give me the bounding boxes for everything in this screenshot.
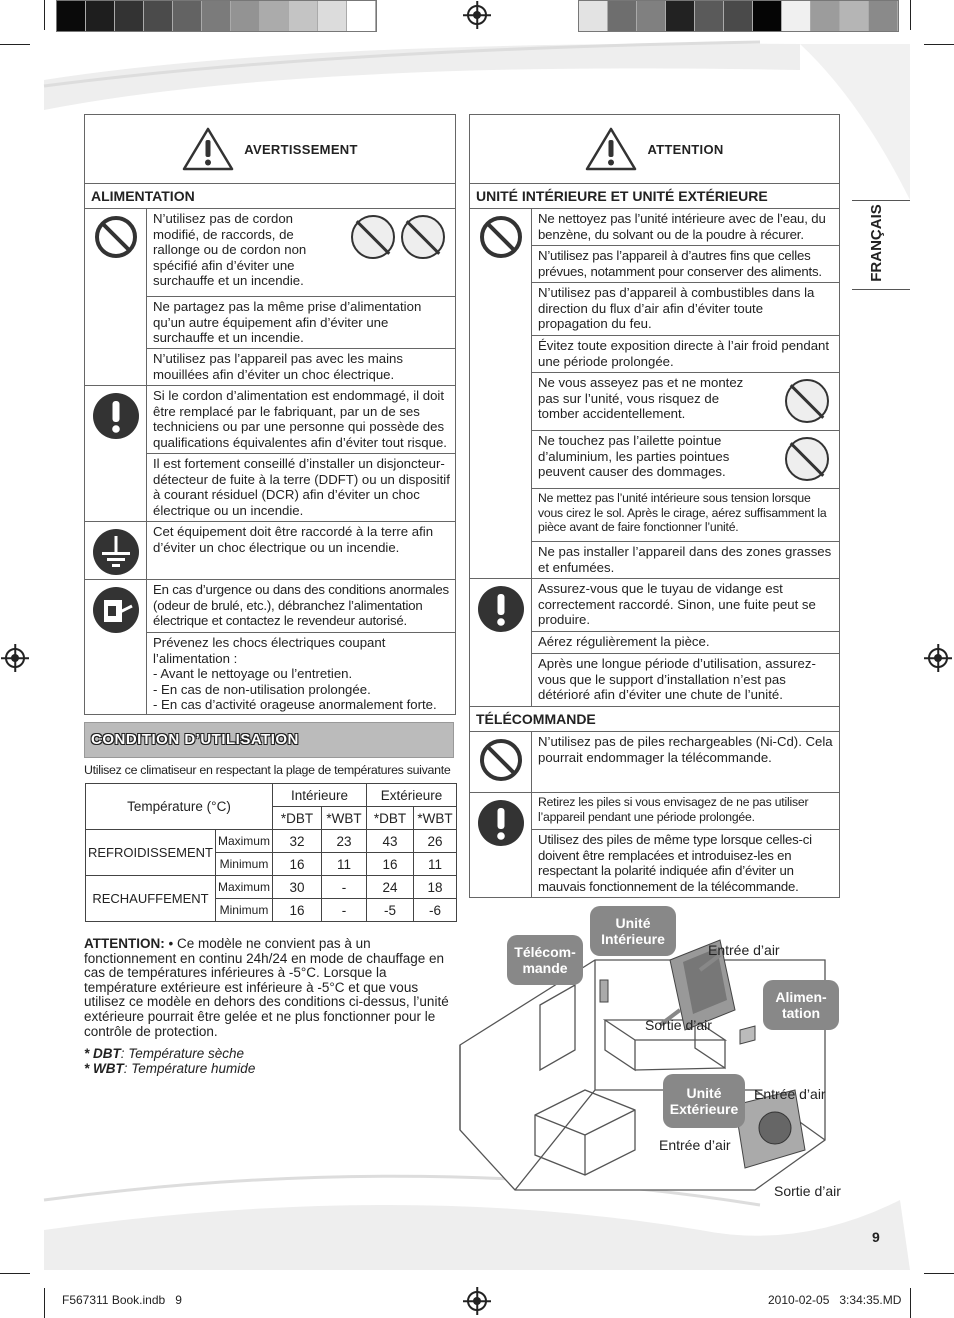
section-title: TÉLÉCOMMANDE	[470, 707, 839, 732]
icon-cell	[470, 793, 532, 897]
caution-item: Utilisez des piles de même type lorsque celles-ci doivent être remplacées et introduisez-les en respectant la polarité indiquée afin d’éviter un mauvais fonctionnement de la télécommande.	[538, 832, 812, 894]
remote-label: Télécom- mande	[507, 935, 583, 985]
condition-title: CONDITION D’UTILISATION	[91, 731, 299, 748]
outdoor-header: Extérieure	[366, 784, 456, 807]
condition-intro: Utilisez ce climatiseur en respectant la plage de températures suivante	[84, 763, 451, 777]
page-number: 9	[872, 1229, 880, 1245]
value-cell: 43	[366, 830, 413, 853]
col-header: *DBT	[366, 807, 413, 830]
condition-bar	[84, 722, 454, 758]
icon-cell	[85, 580, 147, 714]
swatch	[173, 1, 202, 31]
caution-item: Évitez toute exposition directe à l’air froid pendant une période prolongée.	[532, 336, 839, 373]
caution-item: Aérez régulièrement la pièce.	[532, 632, 839, 654]
icon-cell	[470, 579, 532, 706]
warning-item: Cet équipement doit être raccordé à la terre afin d’éviter un choc électrique ou un incendie.	[153, 524, 434, 555]
dbt-key: * DBT	[84, 1046, 121, 1061]
table-head-label: Température (°C)	[86, 784, 273, 830]
icon-cell	[85, 522, 147, 579]
dbt-value: : Température sèche	[120, 1046, 245, 1061]
swatch	[260, 1, 289, 31]
indoor-unit-label: Unité Intérieure	[590, 906, 676, 956]
warning-group	[85, 522, 455, 580]
caution-item: N’utilisez pas de piles rechargeables (Ni-Cd). Cela pourrait endommager la télécommande.	[538, 734, 833, 765]
ground-icon	[92, 528, 140, 576]
temperature-table	[85, 783, 457, 922]
no-modified-cord-icon	[351, 215, 395, 259]
caution-item: Ne pas installer l’appareil dans des zones grasses et enfumées.	[538, 544, 832, 575]
swatch	[840, 1, 869, 31]
min-label: Minimum	[215, 899, 272, 922]
icon-cell	[85, 386, 147, 521]
mandatory-icon	[92, 392, 140, 440]
value-cell: -	[321, 899, 366, 922]
warning-item: Prévenez les chocs électriques coupant l’alimentation : - Avant le nettoyage ou l’entretien. - En cas de non-utilisation prolongée. - En cas d’activité orageuse anormalement forte.	[153, 635, 437, 712]
swatch	[724, 1, 753, 31]
crop-mark	[924, 1273, 954, 1274]
wbt-legend	[84, 1062, 255, 1077]
caution-group	[470, 793, 839, 897]
swatch	[608, 1, 637, 31]
caution-item: N’utilisez pas d’appareil à combustibles dans la direction du flux d’air afin d’éviter toute propagation du feu.	[532, 283, 839, 336]
value-cell: 16	[272, 853, 321, 876]
color-bar-right	[578, 0, 899, 32]
value-cell: 32	[272, 830, 321, 853]
value-cell: -	[321, 876, 366, 899]
swatch	[666, 1, 695, 31]
caution-item: Ne nettoyez pas l’unité intérieure avec de l’eau, du benzène, du solvant ou de la poudre à récurer.	[532, 209, 839, 246]
power-label: Alimen- tation	[763, 980, 839, 1030]
crop-mark	[44, 0, 45, 30]
warning-item: Si le cordon d’alimentation est endommagé, il doit être remplacé par le fabriquant, par un de ses techniciens ou par une personne qui possède des qualifications équivalentes afin d’éviter tout risque.	[147, 386, 455, 454]
prohibition-icon	[479, 738, 523, 782]
attention-text: • Ce modèle ne convient pas à un fonctionnement en continu 24h/24 en mode de chauffage en cas de températures inférieures à -5°C. Lorsque la température extérieure est inférieure à -5°C et que vous utilisez ce modèle en dehors des conditions ci-dessus, l’unité extérieure pourrait être gelée et ne plus fonctionner pour le contrôle de protection.	[84, 936, 449, 1039]
value-cell: 26	[413, 830, 456, 853]
caution-box	[469, 114, 840, 898]
caution-group	[470, 732, 839, 793]
warning-group	[85, 209, 455, 386]
warning-item	[147, 209, 455, 297]
crop-mark	[910, 0, 911, 30]
swatch	[202, 1, 231, 31]
value-cell: 11	[321, 853, 366, 876]
icon-cell	[470, 732, 532, 792]
air-inlet-label: Entrée d’air	[754, 1086, 826, 1102]
swatch	[637, 1, 666, 31]
icon-cell	[85, 209, 147, 385]
crop-mark	[924, 44, 954, 45]
caution-group	[470, 209, 839, 579]
warning-title: AVERTISSEMENT	[244, 141, 358, 157]
crop-mark	[44, 1288, 45, 1318]
warning-group	[85, 580, 455, 714]
color-bar-left	[56, 0, 377, 32]
prohibition-icon	[479, 215, 523, 259]
item-text: Ne vous asseyez pas et ne montez pas sur l’unité, vous risquez de tomber accidentellement.	[538, 375, 744, 421]
swatch	[318, 1, 347, 31]
col-header: *WBT	[413, 807, 456, 830]
max-label: Maximum	[215, 876, 272, 899]
caution-item: Assurez-vous que le tuyau de vidange est correctement raccordé. Sinon, une fuite peut se produire.	[532, 579, 839, 632]
mandatory-icon	[477, 799, 525, 847]
value-cell: 18	[413, 876, 456, 899]
warning-item: Il est fortement conseillé d’installer un disjoncteur-détecteur de fuite à la terre (DDFT) ou un dispositif à courant résiduel (DCR) afin d’éviter un choc électrique ou un incendie.	[153, 456, 450, 518]
indoor-header: Intérieure	[272, 784, 366, 807]
max-label: Maximum	[215, 830, 272, 853]
air-inlet-label: Entrée d’air	[708, 942, 780, 958]
attention-label: ATTENTION:	[84, 936, 165, 951]
air-outlet-label: Sortie d’air	[645, 1017, 712, 1033]
caution-item	[532, 431, 839, 489]
caution-item	[532, 373, 839, 431]
swatch	[811, 1, 840, 31]
air-inlet-label: Entrée d’air	[659, 1137, 731, 1153]
footer-timestamp: 2010-02-05 3:34:35.MD	[768, 1293, 902, 1307]
dbt-legend	[84, 1047, 244, 1062]
value-cell: -5	[366, 899, 413, 922]
wbt-value: : Température humide	[123, 1061, 256, 1076]
section-title: UNITÉ INTÉRIEURE ET UNITÉ EXTÉRIEURE	[470, 184, 839, 209]
swatch	[347, 1, 376, 31]
warning-item: Ne partagez pas la même prise d’alimentation qu’un autre équipement afin d’éviter une surchauffe et un incendie.	[147, 297, 455, 349]
registration-mark-icon	[467, 5, 487, 25]
swatch	[57, 1, 86, 31]
caution-item: Ne mettez pas l’unité intérieure sous tension lorsque vous cirez le sol. Après le cirage, aérez suffisamment la pièce avant de faire fonctionner l’unité.	[532, 489, 839, 542]
warning-group	[85, 386, 455, 522]
caution-group	[470, 579, 839, 707]
outdoor-unit-label: Unité Extérieure	[663, 1074, 745, 1128]
caution-title: ATTENTION	[647, 141, 724, 157]
item-text: N’utilisez pas de cordon modifié, de raccords, de rallonge ou de cordon non spécifié afin d’éviter une surchauffe et un incendie.	[153, 211, 307, 288]
caution-header	[470, 115, 839, 184]
swatch	[753, 1, 782, 31]
swatch	[231, 1, 260, 31]
warning-box	[84, 114, 456, 715]
value-cell: 30	[272, 876, 321, 899]
registration-mark-icon	[5, 648, 25, 668]
swatch	[695, 1, 724, 31]
swatch	[144, 1, 173, 31]
caution-item: Après une longue période d’utilisation, assurez-vous que le support d’installation n’est pas détérioré afin d’éviter une chute de l’unité.	[538, 656, 816, 702]
warning-item: En cas d’urgence ou dans des conditions anormales (odeur de brulé, etc.), débranchez l’alimentation électrique et contactez le revendeur autorisé.	[147, 580, 455, 633]
value-cell: 24	[366, 876, 413, 899]
col-header: *DBT	[272, 807, 321, 830]
swatch	[115, 1, 144, 31]
warning-header	[85, 115, 455, 184]
caution-item: N’utilisez pas l’appareil à d’autres fins que celles prévues, notamment pour conserver des aliments.	[532, 246, 839, 283]
item-text: Ne touchez pas l’ailette pointue d’aluminium, les parties pointues peuvent causer des dommages.	[538, 433, 730, 479]
value-cell: 23	[321, 830, 366, 853]
value-cell: 11	[413, 853, 456, 876]
table-row	[86, 830, 457, 853]
footer-file: F567311 Book.indb 9	[62, 1293, 182, 1307]
section-title: ALIMENTATION	[85, 184, 455, 209]
swatch	[86, 1, 115, 31]
swatch	[579, 1, 608, 31]
value-cell: -6	[413, 899, 456, 922]
swatch	[782, 1, 811, 31]
swatch	[869, 1, 898, 31]
warning-item: N’utilisez pas l’appareil pas avec les mains mouillées afin d’éviter un choc électrique.	[153, 351, 403, 382]
crop-mark	[0, 1273, 30, 1274]
caution-triangle-icon	[585, 126, 637, 172]
mode-cell: REFROIDISSEMENT	[86, 830, 216, 876]
mandatory-icon	[477, 585, 525, 633]
crop-mark	[910, 1288, 911, 1318]
no-extension-cord-icon	[401, 215, 445, 259]
wbt-key: * WBT	[84, 1061, 124, 1076]
value-cell: 16	[366, 853, 413, 876]
icon-cell	[470, 209, 532, 578]
no-sitting-icon	[785, 379, 829, 423]
no-touch-fin-icon	[785, 437, 829, 481]
attention-note	[84, 937, 454, 1039]
value-cell: 16	[272, 899, 321, 922]
caution-item: Retirez les piles si vous envisagez de ne pas utiliser l’appareil pendant une période prolongée.	[532, 793, 839, 830]
table-row	[86, 876, 457, 899]
registration-mark-icon	[928, 648, 948, 668]
swatch	[289, 1, 318, 31]
mode-cell: RECHAUFFEMENT	[86, 876, 216, 922]
min-label: Minimum	[215, 853, 272, 876]
language-tab	[852, 200, 910, 290]
col-header: *WBT	[321, 807, 366, 830]
registration-mark-icon	[467, 1291, 487, 1311]
prohibition-icon	[94, 215, 138, 259]
air-outlet-label: Sortie d’air	[774, 1183, 841, 1199]
language-label: FRANÇAIS	[868, 204, 885, 282]
warning-triangle-icon	[182, 126, 234, 172]
crop-mark	[0, 44, 30, 45]
unplug-icon	[92, 586, 140, 634]
